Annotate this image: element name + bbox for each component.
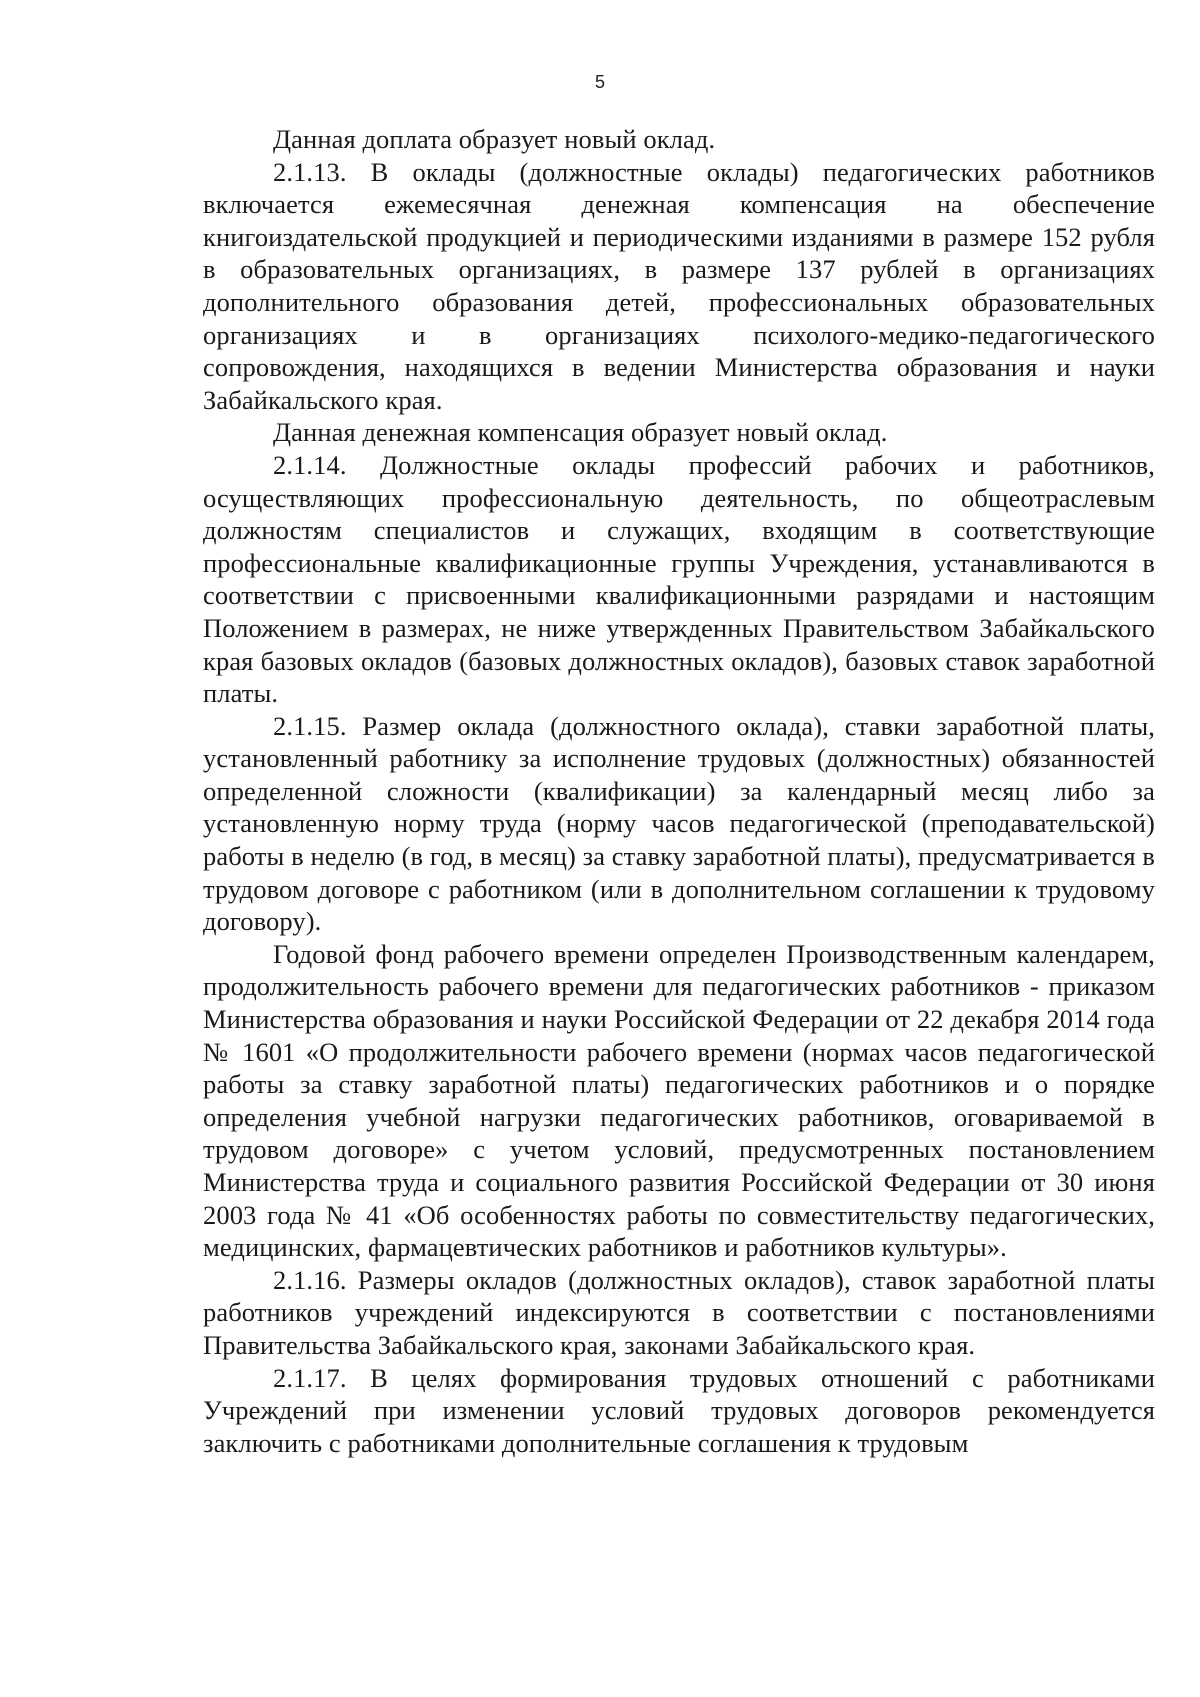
paragraph-2-1-14: 2.1.14. Должностные оклады профессий рабочих и работников, осуществляющих профессиональную деятельность, по общеотраслевым должностям специалистов и служащих, входящим в соответствующие профессиональные квалификационные группы Учреждения, устанавливаются в соответствии с присвоенными квалификационными разрядами и настоящим Положением в размерах, не ниже утвержденных Правительством Забайкальского края базовых окладов (базовых должностных окладов), базовых ставок заработной платы. bbox=[203, 449, 1155, 709]
paragraph-annual-work-time-fund: Годовой фонд рабочего времени определен Производственным календарем, продолжительность рабочего времени для педагогических работников - приказом Министерства образования и науки Российской Федерации от 22 декабря 2014 года № 1601 «О продолжительности рабочего времени (нормах часов педагогической работы за ставку заработной платы) педагогических работников и о порядке определения учебной нагрузки педагогических работников, оговариваемой в трудовом договоре» с учетом условий, предусмотренных постановлением Министерства труда и социального развития Российской Федерации от 30 июня 2003 года № 41 «Об особенностях работы по совместительству педагогических, медицинских, фармацевтических работников и работников культуры». bbox=[203, 938, 1155, 1263]
paragraph-2-1-15: 2.1.15. Размер оклада (должностного оклада), ставки заработной платы, установленный работнику за исполнение трудовых (должностных) обязанностей определенной сложности (квалификации) за календарный месяц либо за установленную норму труда (норму часов педагогической (преподавательской) работы в неделю (в год, в месяц) за ставку заработной платы), предусматривается в трудовом договоре с работником (или в дополнительном соглашении к трудовому договору). bbox=[203, 710, 1156, 937]
document-body bbox=[203, 123, 1155, 1459]
paragraph-compensation-new-salary: Данная денежная компенсация образует новый оклад. bbox=[273, 417, 888, 448]
paragraph-2-1-13: 2.1.13. В оклады (должностные оклады) педагогических работников включается ежемесячная денежная компенсация на обеспечение книгоиздательской продукцией и периодическими изданиями в размере 152 рубля в образовательных организациях, в размере 137 рублей в организациях дополнительного образования детей, профессиональных образовательных организациях и в организациях психолого-медико-педагогического сопровождения, находящихся в ведении Министерства образования и науки Забайкальского края. bbox=[203, 156, 1155, 415]
paragraph-2-1-16: 2.1.16. Размеры окладов (должностных окладов), ставок заработной платы работников учреждений индексируются в соответствии с постановлениями Правительства Забайкальского края, законами Забайкальского края. bbox=[203, 1264, 1155, 1360]
paragraph-2-1-17: 2.1.17. В целях формирования трудовых отношений с работниками Учреждений при изменении условий трудовых договоров рекомендуется заключить с работниками дополнительные соглашения к трудовым bbox=[203, 1362, 1155, 1458]
page-number: 5 bbox=[594, 72, 605, 92]
paragraph-doplata-new-salary: Данная доплата образует новый оклад. bbox=[273, 124, 716, 154]
